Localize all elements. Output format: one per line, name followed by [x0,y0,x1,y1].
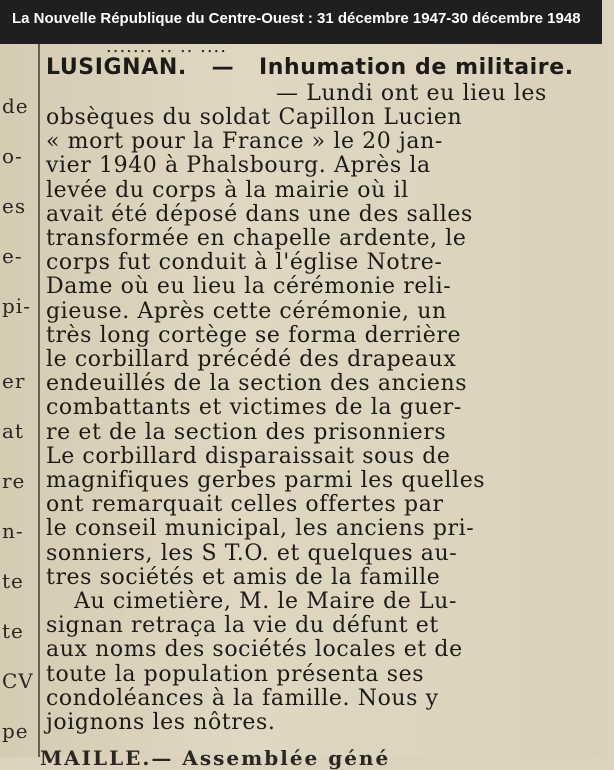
article-line: avait été déposé dans une des salles [46,201,473,227]
article-line: Le corbillard disparaissait sous de [46,443,451,469]
article-line: sonniers, les S T.O. et quelques au- [46,540,458,566]
left-column-fragment: CV [2,669,34,693]
left-column-fragment: at [2,419,24,443]
article-line: levée du corps à la mairie où il [46,177,409,203]
article-line: vier 1940 à Phalsbourg. Après la [46,153,431,179]
headline-dash: — [211,55,235,80]
left-column-fragments [0,44,34,757]
article-line: — Lundi ont eu lieu les [276,81,547,106]
article-line: gieuse. Après cette cérémonie, un [46,298,447,324]
left-column-fragment: n- [2,519,24,543]
left-column-fragment: te [2,619,24,643]
column-rule [38,44,40,757]
left-column-fragment: e- [2,244,23,268]
article-line: magnifiques gerbes parmi les quelles [46,468,486,493]
article-line: tres sociétés et amis de la famille [46,564,441,590]
article-line: « mort pour la France » le 20 jan- [46,129,443,155]
article-headline-line [46,56,586,80]
article-line: combattants et victimes de la guer- [46,395,462,421]
article-line: transformée en chapelle ardente, le [46,226,467,251]
left-column-fragment: de [2,94,29,118]
article-line: joignons les nôtres. [46,710,276,735]
left-column-fragment: pe [2,719,29,743]
article-line: obsèques du soldat Capillon Lucien [46,105,463,130]
article-line: re et de la section des prisonniers [46,419,447,445]
left-column-fragment: o- [2,144,23,168]
cut-top-text: ....... .. .. .... [106,36,227,57]
article-heading: Inhumation de militaire. [258,55,574,80]
article-line: endeuillés de la section des anciens [46,371,468,397]
left-column-fragment: te [2,569,24,593]
left-column-fragment: es [2,194,27,218]
article-line: condoléances à la famille. Nous y [46,685,439,711]
article-line: ont remarquait celles offertes par [46,492,444,518]
article-line: aux noms des sociétés locales et de [46,637,463,663]
article-place: LUSIGNAN. [46,55,187,80]
left-column-fragment: re [2,469,26,493]
cut-bottom-text: MAILLE.— Assemblée géné [40,746,391,770]
left-column-fragment: er [2,369,26,393]
article-line: corps fut conduit à l'église Notre- [46,250,443,276]
article-line: le corbillard précédé des drapeaux [46,347,457,372]
article-line: signan retraça la vie du défunt et [46,613,439,639]
newspaper-clipping [0,36,602,770]
article-line: toute la population présenta ses [46,661,425,687]
article-line: le conseil municipal, les anciens pri- [46,516,475,542]
article-line: Au cimetière, M. le Maire de Lu- [74,589,457,614]
left-column-fragment: pi- [2,294,31,318]
article-line: très long cortège se forma derrière [46,322,462,348]
article-line: Dame où eu lieu la cérémonie reli- [46,274,452,300]
window-title: La Nouvelle République du Centre-Ouest : 31 décembre 1947-30 décembre 1948 [0,0,602,44]
